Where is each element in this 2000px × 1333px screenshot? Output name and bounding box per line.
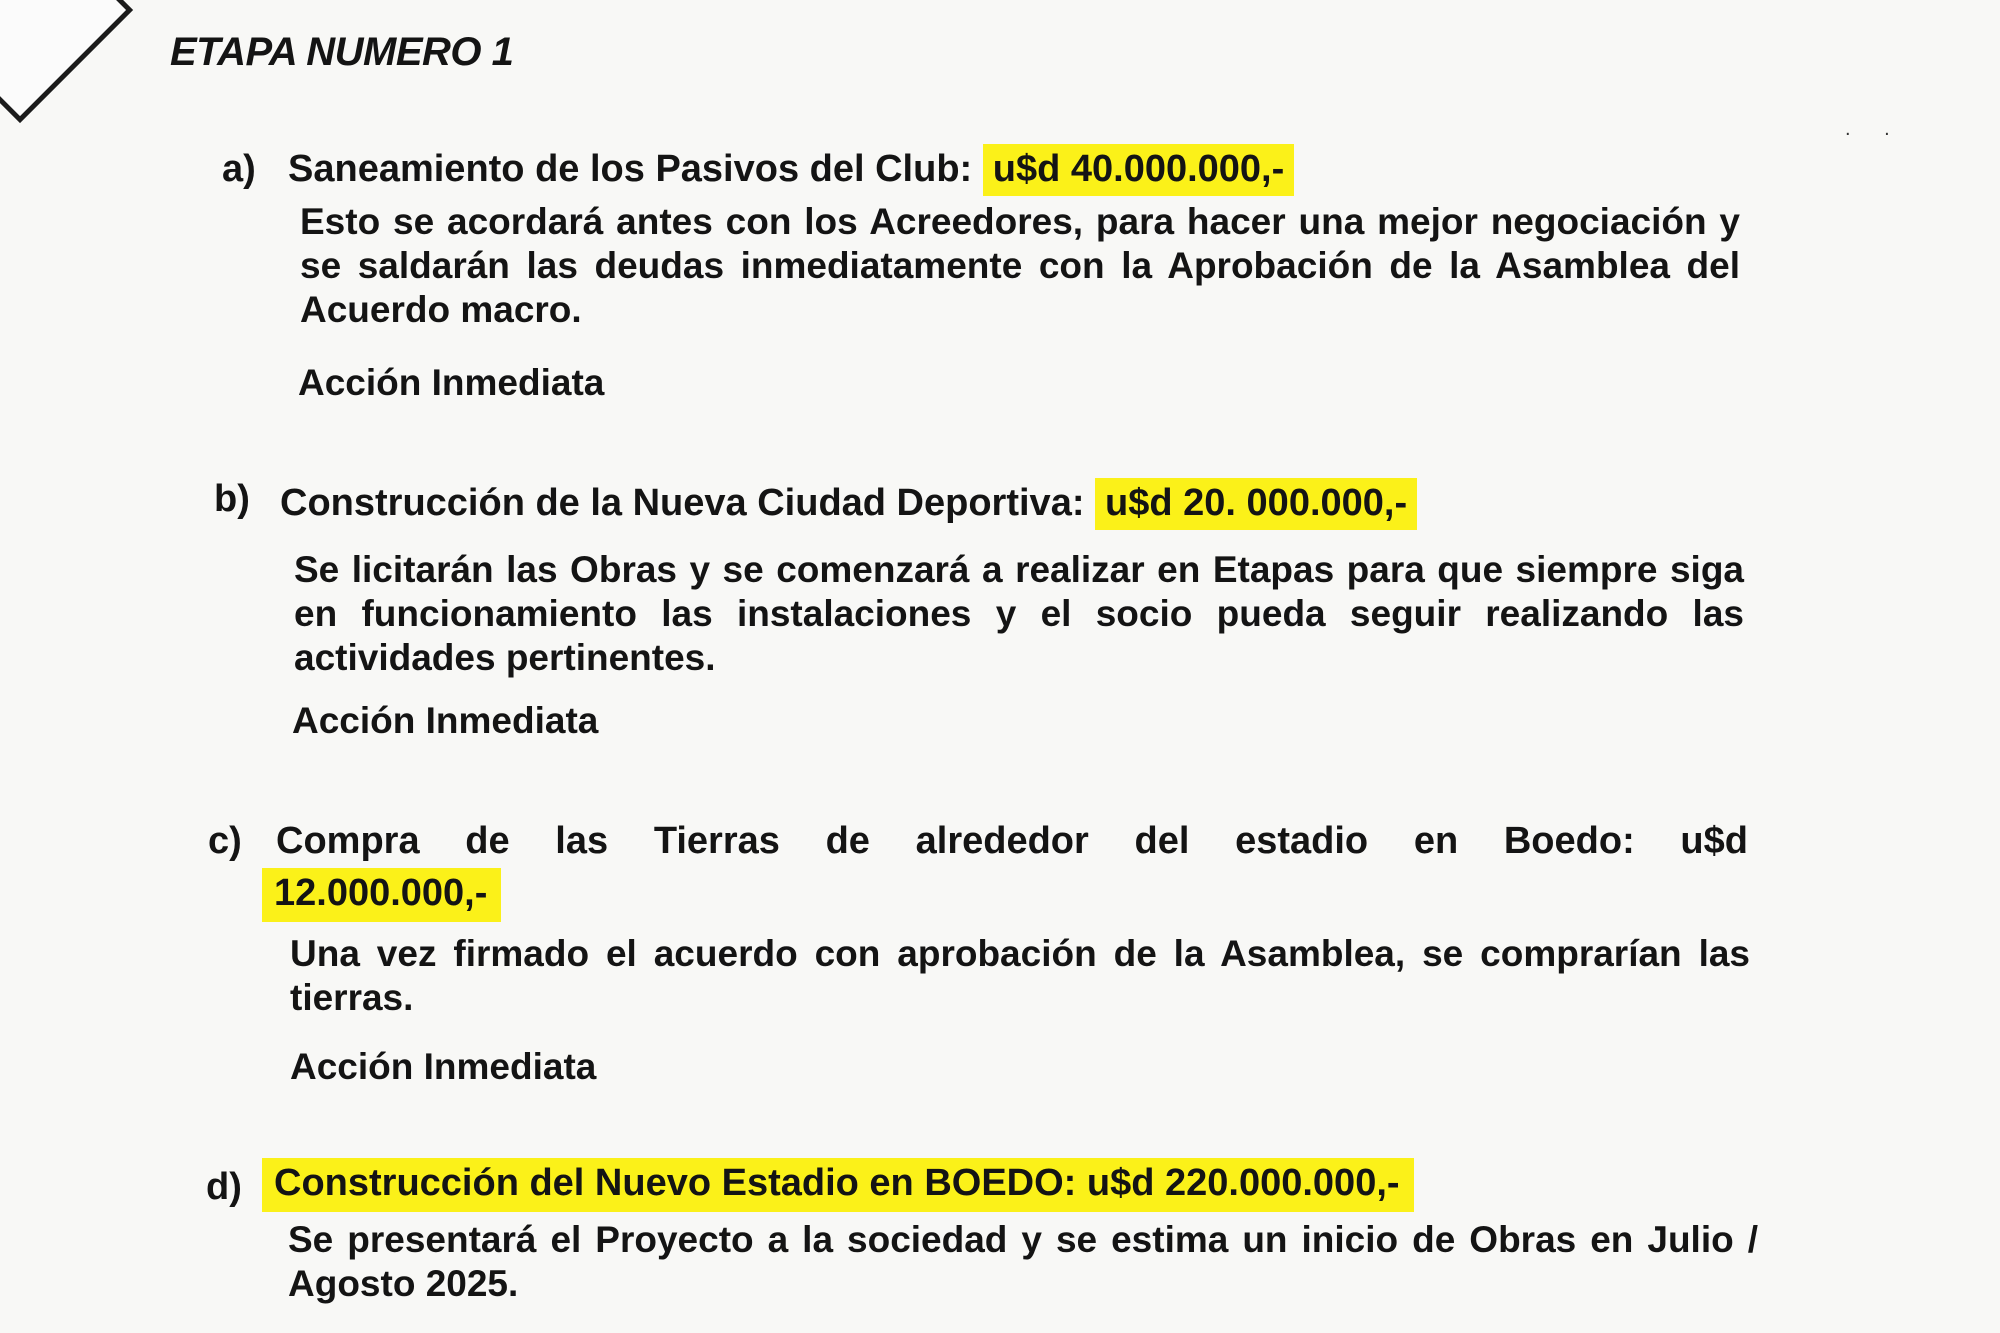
item-title-text: Construcción de la Nueva Ciudad Deportiva: [280, 482, 1085, 524]
stage-title: ETAPA NUMERO 1 [170, 30, 514, 74]
item-title-d [262, 1162, 1414, 1205]
amount-badge-d: u$d 220.000.000,- [1086, 1162, 1400, 1204]
scan-marks: . . [1845, 118, 1904, 140]
stamp-corner [0, 0, 133, 123]
item-action-a: Acción Inmediata [298, 362, 605, 403]
item-body-d: Se presentará el Proyecto a la sociedad y se estima un inicio de Obras en Julio / Agosto 2025. [288, 1219, 1758, 1304]
item-action-c: Acción Inmediata [290, 1046, 597, 1087]
item-title-c: Compra de las Tierras de alrededor del estadio en Boedo: u$d [276, 820, 1748, 862]
item-action-b: Acción Inmediata [292, 700, 599, 741]
amount-badge-a: u$d 40.000.000,- [983, 144, 1295, 196]
item-title-b [280, 482, 1417, 525]
item-title-a [288, 148, 1294, 191]
amount-badge-c: 12.000.000,- [262, 868, 501, 922]
item-letter-a: a) [222, 148, 256, 190]
item-title-text: Saneamiento de los Pasivos del Club: [288, 148, 973, 190]
item-letter-b: b) [214, 478, 250, 520]
item-body-a: Esto se acordará antes con los Acreedores, para hacer una mejor negociación y se saldarán las deudas inmediatamente con la Aprobación de la Asamblea del Acuerdo macro. [300, 201, 1740, 330]
item-amount-c-line [262, 872, 501, 915]
item-letter-c: c) [208, 820, 242, 862]
item-body-c: Una vez firmado el acuerdo con aprobación de la Asamblea, se comprarían las tierras. [290, 933, 1750, 1018]
item-letter-d: d) [206, 1166, 242, 1208]
amount-badge-b: u$d 20. 000.000,- [1095, 478, 1417, 530]
item-title-text: Construcción del Nuevo Estadio en BOEDO: [274, 1162, 1077, 1204]
item-title-d-highlight [262, 1158, 1414, 1212]
item-body-b: Se licitarán las Obras y se comenzará a realizar en Etapas para que siempre siga en funcionamiento las instalaciones y el socio pueda seguir realizando las actividades pertinentes. [294, 549, 1744, 678]
